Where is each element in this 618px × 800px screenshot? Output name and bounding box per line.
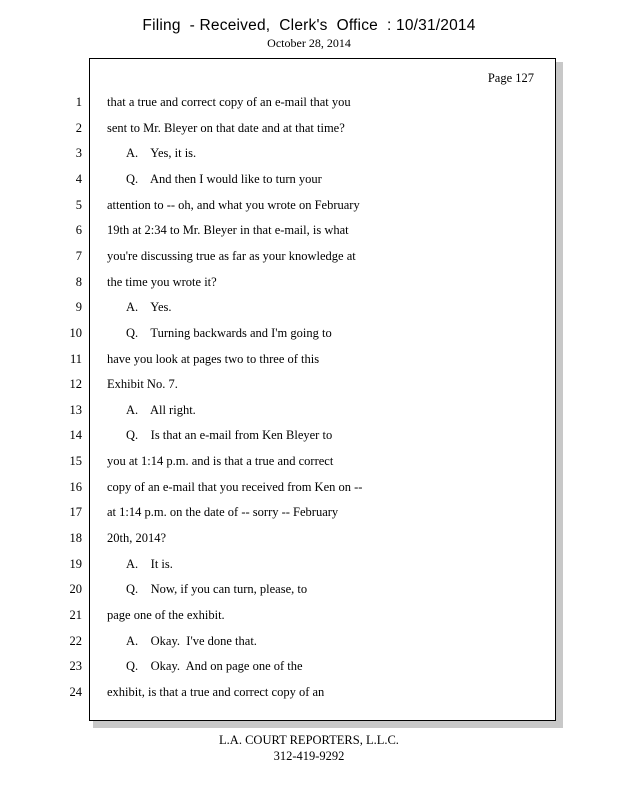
transcript-line: A. Yes. [126,300,172,314]
line-number: 15 [69,454,82,468]
transcript-line: A. It is. [126,557,173,571]
line-number: 24 [69,685,82,699]
line-number: 10 [69,326,82,340]
line-number: 20 [69,582,82,596]
line-number: 6 [75,223,82,237]
page-number: Page 127 [487,71,534,85]
transcript-line: 19th at 2:34 to Mr. Bleyer in that e-mail, is what [107,223,349,237]
transcript-line: Q. Turning backwards and I'm going to [126,326,332,340]
line-number: 18 [69,531,82,545]
transcript-line: you're discussing true as far as your knowledge at [107,249,356,263]
transcript-line: A. Okay. I've done that. [126,634,257,648]
transcript-line: page one of the exhibit. [107,608,225,622]
transcript-line: 20th, 2014? [107,531,167,545]
transcript-date: October 28, 2014 [267,36,351,50]
line-number: 12 [69,377,82,391]
transcript-line: have you look at pages two to three of this [107,352,320,366]
line-number: 1 [75,95,82,109]
line-number: 21 [69,608,82,622]
transcript-line: attention to -- oh, and what you wrote on February [107,198,360,212]
transcript-line: that a true and correct copy of an e-mail that you [107,95,351,109]
line-number: 23 [69,659,82,673]
line-number: 2 [75,121,82,135]
transcript-line: copy of an e-mail that you received from Ken on -- [107,480,363,494]
transcript-line: A. Yes, it is. [126,146,197,160]
transcript-line: sent to Mr. Bleyer on that date and at that time? [107,121,345,135]
court-reporter-name: L.A. COURT REPORTERS, L.L.C. [219,733,399,747]
line-number: 13 [69,403,82,417]
line-number: 17 [69,505,82,519]
line-number: 11 [69,352,82,366]
line-number: 9 [75,300,82,314]
transcript-line: Q. Now, if you can turn, please, to [126,582,308,596]
line-number: 4 [75,172,82,186]
line-number: 14 [69,428,82,442]
transcript-line: Q. Okay. And on page one of the [126,659,303,673]
transcript-line: the time you wrote it? [107,275,217,289]
transcript-line: Q. And then I would like to turn your [126,172,322,186]
line-number: 7 [75,249,82,263]
line-number: 19 [69,557,82,571]
line-number: 22 [69,634,82,648]
court-reporter-phone: 312-419-9292 [273,749,345,763]
transcript-line: A. All right. [126,403,196,417]
transcript-line: Q. Is that an e-mail from Ken Bleyer to [126,428,333,442]
transcript-line: Exhibit No. 7. [107,377,178,391]
line-number: 5 [75,198,82,212]
transcript-line: you at 1:14 p.m. and is that a true and correct [107,454,334,468]
line-number: 8 [75,275,82,289]
transcript-line: exhibit, is that a true and correct copy of an [107,685,325,699]
line-number: 3 [75,146,82,160]
line-number: 16 [69,480,82,494]
filing-header: Filing - Received, Clerk's Office : 10/31/2014 [142,17,476,34]
transcript-line: at 1:14 p.m. on the date of -- sorry -- February [107,505,339,519]
